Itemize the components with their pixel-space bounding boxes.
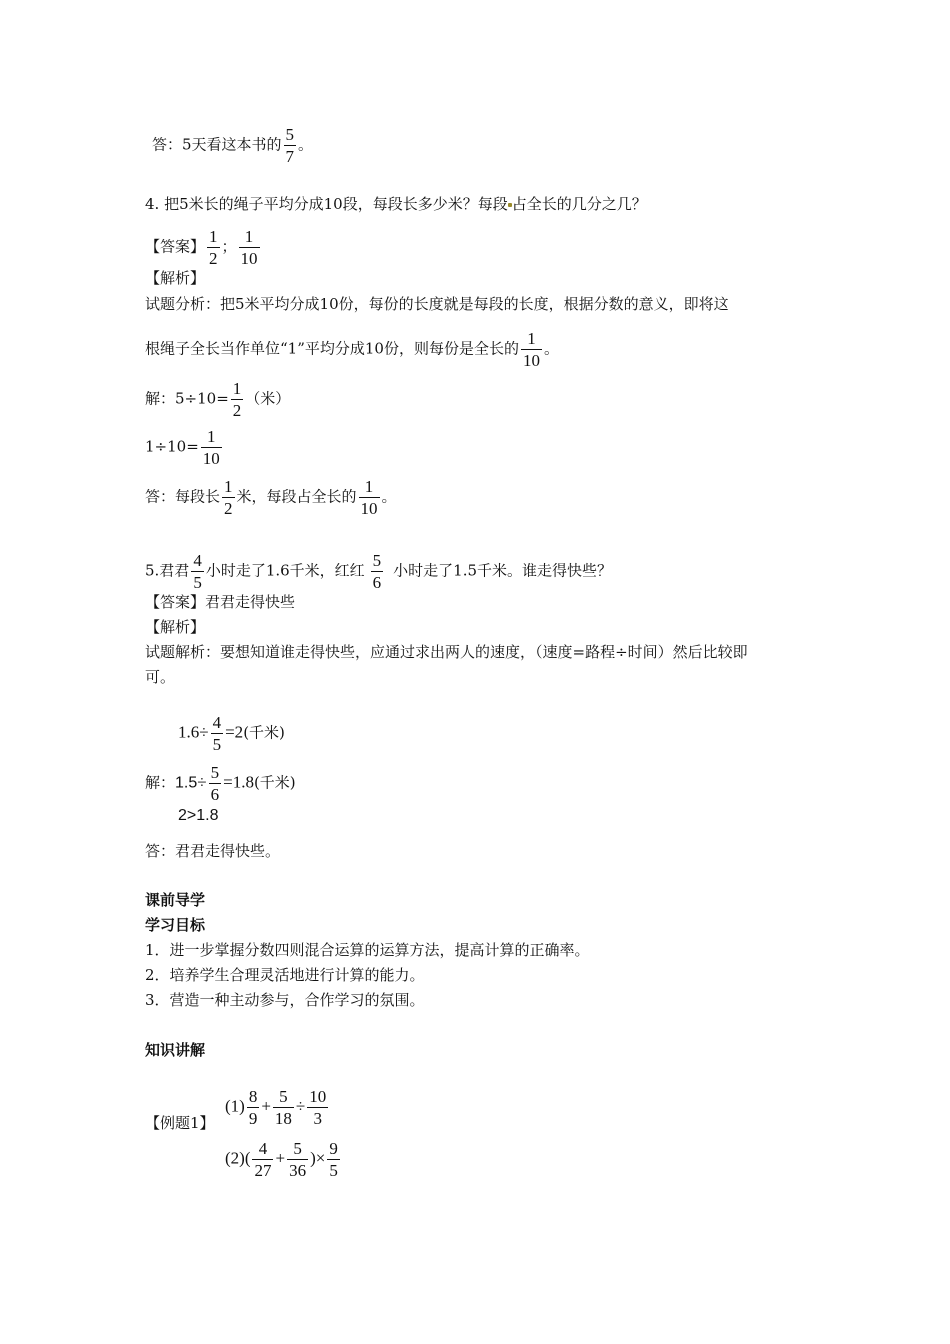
numerator: 5 bbox=[210, 763, 220, 782]
q3-answer-line bbox=[152, 126, 313, 165]
numerator: 1 bbox=[239, 228, 260, 248]
denominator: 2 bbox=[232, 401, 242, 420]
knowledge-title: 知识讲解 bbox=[145, 1041, 206, 1059]
q5-analysis-line1: 试题解析：要想知道谁走得快些，应通过求出两人的速度，（速度=路程÷时间）然后比较即 bbox=[145, 643, 748, 661]
fraction bbox=[209, 764, 222, 803]
q4-number: 4. bbox=[145, 195, 160, 213]
fraction bbox=[371, 552, 384, 591]
q4-question-text-a: 把5米长的绳子平均分成10段，每段长多少米？每段 bbox=[164, 195, 508, 213]
fraction bbox=[231, 380, 244, 419]
numerator: 1 bbox=[521, 330, 542, 350]
fraction bbox=[222, 478, 235, 517]
punct: 。 bbox=[298, 135, 314, 154]
fraction bbox=[521, 330, 542, 369]
unit: (千米) bbox=[243, 723, 285, 742]
q4-analysis-line1: 试题分析：把5米平均分成10份，每份的长度就是每段的长度，根据分数的意义，即将这 bbox=[145, 295, 729, 313]
numerator: 1 bbox=[224, 477, 233, 496]
fraction bbox=[239, 228, 260, 267]
operator: )× bbox=[310, 1148, 326, 1168]
calc-result: =1.8 bbox=[223, 772, 254, 792]
numerator: 5 bbox=[372, 551, 382, 570]
goal-item: 1．进一步掌握分数四则混合运算的运算方法，提高计算的正确率。 bbox=[145, 941, 590, 959]
denominator: 10 bbox=[240, 249, 258, 268]
numerator: 4 bbox=[252, 1140, 273, 1160]
denominator: 6 bbox=[372, 573, 382, 592]
fraction bbox=[201, 428, 222, 467]
example-label: 【例题1】 bbox=[145, 1114, 215, 1132]
denominator: 3 bbox=[313, 1109, 323, 1128]
numerator: 9 bbox=[329, 1139, 338, 1158]
q4-solution-1 bbox=[145, 380, 290, 419]
answer-text-a: 答：每段长 bbox=[145, 487, 221, 506]
q5-text-a: 5.君君 bbox=[145, 561, 190, 580]
q5-analysis-line2: 可。 bbox=[145, 668, 176, 686]
fraction bbox=[327, 1140, 340, 1179]
fraction bbox=[273, 1088, 294, 1127]
fraction bbox=[191, 552, 204, 591]
q5-calc-1 bbox=[178, 714, 285, 753]
fraction bbox=[207, 228, 220, 267]
analysis-text: 根绳子全长当作单位“1”平均分成10份，则每份是全长的 bbox=[145, 339, 519, 358]
numerator: 1 bbox=[359, 478, 380, 498]
q5-text-b: 小时走了1.6千米，红红 bbox=[205, 561, 365, 580]
numerator: 5 bbox=[287, 1140, 308, 1160]
denominator: 10 bbox=[360, 499, 378, 518]
numerator: 10 bbox=[309, 1087, 327, 1106]
operator: ÷ bbox=[295, 1096, 306, 1116]
numerator: 5 bbox=[273, 1088, 294, 1108]
q4-analysis-label: 【解析】 bbox=[145, 269, 206, 287]
fraction bbox=[211, 714, 224, 753]
denominator: 5 bbox=[193, 573, 202, 592]
unit: (千米) bbox=[253, 773, 296, 792]
punct: 。 bbox=[543, 339, 559, 358]
denominator: 2 bbox=[224, 499, 233, 518]
solution-text: 1÷10= bbox=[145, 437, 199, 456]
operator: + bbox=[261, 1096, 271, 1116]
numerator: 4 bbox=[212, 713, 222, 732]
denominator: 5 bbox=[329, 1161, 338, 1180]
expr-label: (2)( bbox=[225, 1148, 251, 1168]
q4-question-text-b: 占全长的几分之几？ bbox=[511, 195, 647, 213]
q4-answer bbox=[145, 228, 262, 267]
numerator: 1 bbox=[209, 227, 218, 246]
example-2-expression bbox=[225, 1140, 342, 1179]
fraction bbox=[284, 126, 297, 165]
denominator: 10 bbox=[202, 449, 220, 468]
separator: ； bbox=[221, 237, 237, 256]
fraction bbox=[359, 478, 380, 517]
q5-answer: 【答案】君君走得快些 bbox=[145, 593, 296, 611]
denominator: 2 bbox=[209, 249, 218, 268]
denominator: 18 bbox=[274, 1109, 292, 1128]
q3-answer-text: 答：5天看这本书的 bbox=[152, 135, 282, 154]
q5-text-c: 小时走了1.5千米。谁走得快些？ bbox=[393, 561, 613, 580]
numerator: 8 bbox=[248, 1087, 258, 1106]
q4-final-answer bbox=[145, 478, 397, 517]
fraction bbox=[247, 1088, 260, 1127]
q4-analysis-line2 bbox=[145, 330, 559, 369]
operator: ÷ bbox=[197, 772, 207, 792]
q5-final: 答：君君走得快些。 bbox=[145, 842, 281, 860]
numerator: 4 bbox=[193, 551, 202, 570]
expr-label: (1) bbox=[225, 1096, 245, 1116]
calc-text: 1.6÷ bbox=[178, 722, 209, 742]
q5-calc-2 bbox=[145, 764, 296, 803]
unit: （米） bbox=[245, 389, 291, 408]
calc-text: 1.5 bbox=[175, 774, 198, 792]
fraction bbox=[287, 1140, 308, 1179]
example-1-expression bbox=[225, 1088, 330, 1127]
q4-solution-2 bbox=[145, 428, 224, 467]
punct: 。 bbox=[381, 487, 397, 506]
preview-title: 课前导学 bbox=[145, 891, 206, 909]
fraction bbox=[307, 1088, 328, 1127]
denominator: 9 bbox=[248, 1109, 258, 1128]
denominator: 27 bbox=[254, 1161, 272, 1180]
numerator: 1 bbox=[201, 428, 222, 448]
q5-question bbox=[145, 552, 612, 591]
numerator: 1 bbox=[232, 379, 242, 398]
numerator: 5 bbox=[285, 125, 295, 144]
denominator: 36 bbox=[289, 1161, 307, 1180]
operator: + bbox=[275, 1148, 286, 1168]
denominator: 5 bbox=[212, 735, 222, 754]
fraction bbox=[252, 1140, 273, 1179]
q4-question bbox=[145, 194, 647, 214]
solution-text: 解：5÷10= bbox=[145, 389, 229, 408]
answer-text-b: 米，每段占全长的 bbox=[236, 487, 357, 506]
goal-item: 3．营造一种主动参与，合作学习的氛围。 bbox=[145, 991, 425, 1009]
calc-result: =2 bbox=[225, 722, 244, 742]
q5-compare: 2>1.8 bbox=[178, 807, 219, 824]
denominator: 7 bbox=[285, 147, 295, 166]
denominator: 10 bbox=[522, 351, 540, 370]
denominator: 6 bbox=[210, 785, 220, 804]
q5-analysis-label: 【解析】 bbox=[145, 618, 206, 636]
goal-item: 2．培养学生合理灵活地进行计算的能力。 bbox=[145, 966, 425, 984]
goals-title: 学习目标 bbox=[145, 916, 206, 934]
solution-label: 解： bbox=[145, 773, 176, 792]
answer-label: 【答案】 bbox=[145, 237, 206, 256]
